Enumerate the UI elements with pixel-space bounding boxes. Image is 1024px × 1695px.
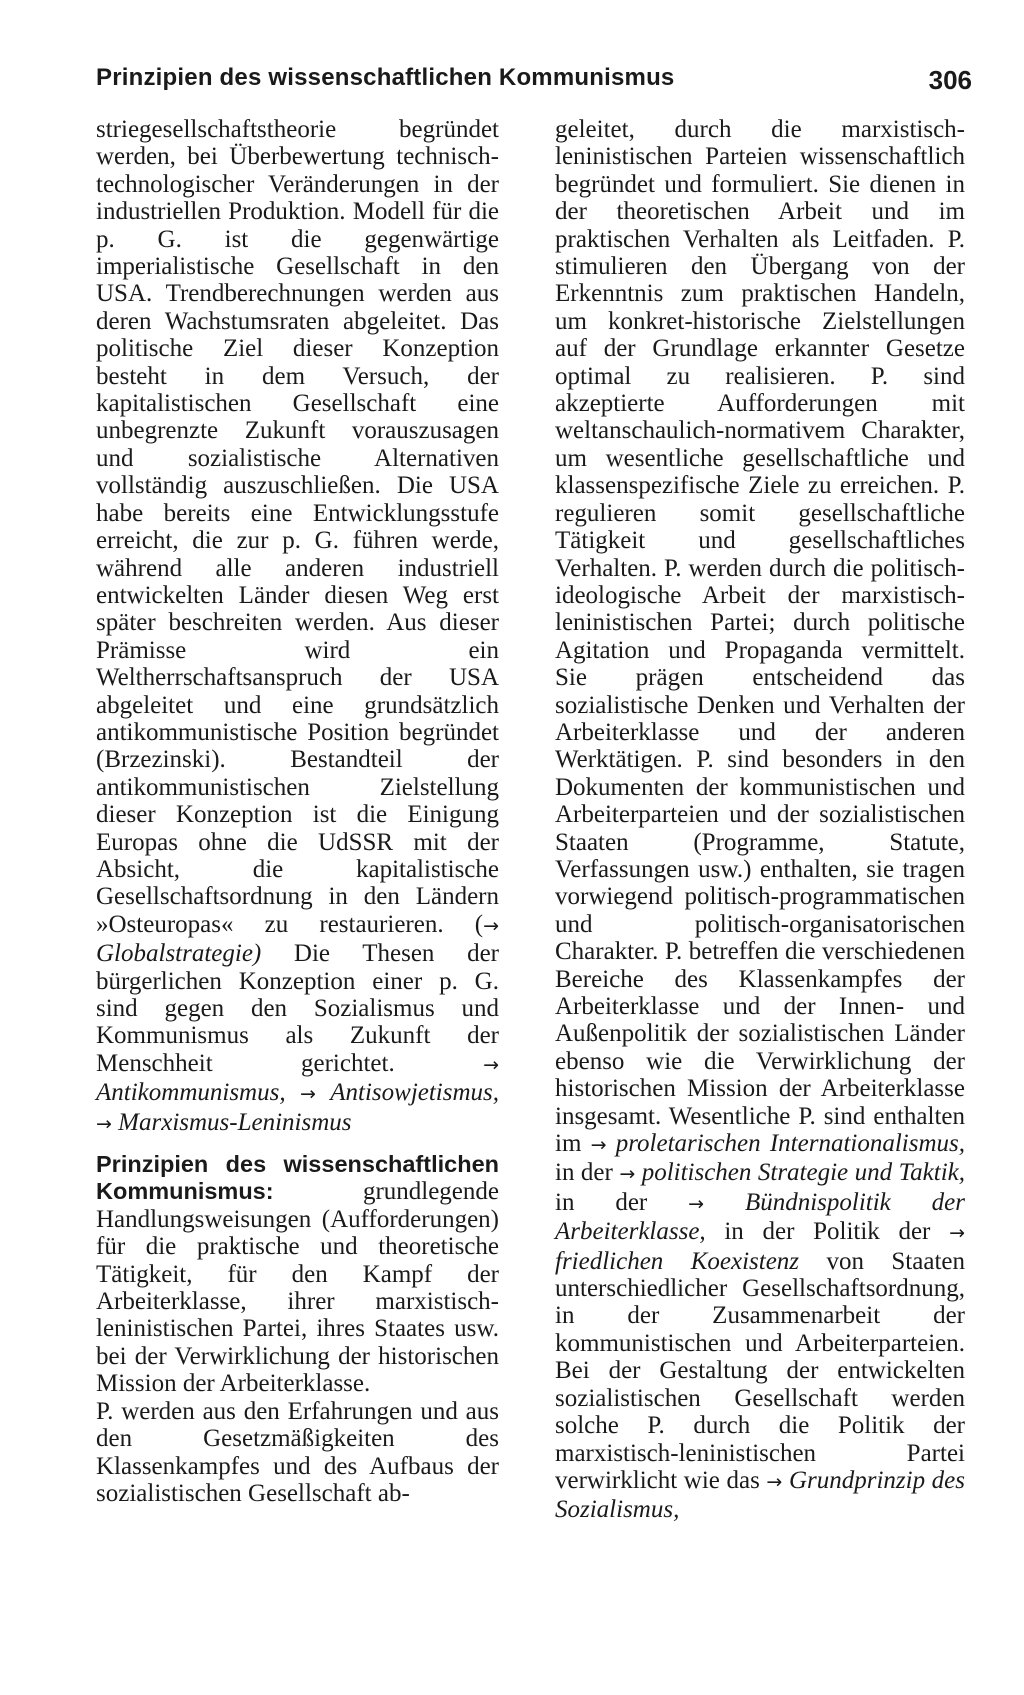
cross-reference-antikommunismus[interactable]: Antikommunismus, (96, 1079, 286, 1107)
right-column (555, 116, 965, 1524)
cross-reference-marxismus-leninismus[interactable]: Marxismus-Leninismus (118, 1108, 352, 1136)
cross-reference-arrow-icon: → (619, 1163, 636, 1186)
left-column (96, 116, 499, 1507)
cross-reference-arrow-icon: → (483, 1053, 499, 1076)
text-run: striegesellschaftstheorie begründet werden, bei Überbewertung technisch-technologischer Veränderungen in der industriellen Produktion. Modell für die p. G. ist die gegenwärtige imperialistische Gesellschaft in den USA. Trendberechnungen werden aus deren Wachstumsraten abgeleitet. Das politische Ziel dieser Konzeption besteht in dem Versuch, der kapitalistischen Gesellschaft eine unbegrenzte Zukunft vorauszusagen und sozialistische Alternativen vollständig auszuschließen. Die USA habe bereits eine Entwicklungsstufe erreicht, die zur p. G. führen werde, während alle anderen industriell entwickelten Länder diesen Weg erst später beschreiten werden. Aus dieser Prämisse wird ein Weltherrschaftsanspruch der USA abgeleitet und eine grundsätzlich antikommunistische Position begründet (Brzezinski). Bestandteil der antikommunistischen Zielstellung dieser Konzeption ist die Einigung Europas ohne die UdSSR mit der Absicht, die kapitalistische Gesellschaftsordnung in den Ländern »Osteuropas« zu restaurieren. ( (96, 116, 499, 938)
page-number: 306 (928, 65, 972, 95)
text-run: Die Thesen der bürgerlichen Konzeption einer p. G. sind gegen den Sozialismus und Kommunismus als Zukunft der Menschheit gerichtet. (96, 940, 499, 1077)
cross-reference-buendnispolitik[interactable]: Bündnispolitik der Arbeiterklasse, (555, 1188, 965, 1246)
cross-reference-arrow-icon: → (96, 1112, 112, 1135)
cross-reference-arrow-icon: → (688, 1192, 705, 1215)
entry-headword: Prinzipien des wissenschaftlichen Kommunismus: (96, 1151, 499, 1205)
cross-reference-arrow-icon: → (949, 1222, 965, 1245)
text-run: in der (555, 1159, 620, 1187)
entry-paragraph: P. werden aus den Erfahrungen und aus den Gesetzmäßigkeiten des Klassenkampfes und des Aufbaus der sozialistischen Gesellschaft ab- (96, 1397, 499, 1507)
cross-reference-arrow-icon: → (590, 1134, 607, 1157)
entry-definition-paragraph (96, 1151, 499, 1398)
cross-reference-globalstrategie[interactable]: Globalstrategie) (96, 940, 262, 968)
text-run: in der (555, 1188, 689, 1216)
entry-paragraph (555, 116, 965, 1524)
cross-reference-arrow-icon: → (766, 1470, 783, 1493)
entry-definition-text: grundlegende Handlungsweisungen (Aufforderungen) für die praktische und theoretische Tätigkeit, für den Kampf der Arbeiterklasse, ihrer marxistisch-leninistischen Partei, ihres Staates usw. bei der Verwirklichung der historischen Mission der Arbeiterklasse. (96, 1178, 499, 1398)
running-head (96, 62, 972, 102)
cross-reference-grundprinzip-sozialismus[interactable]: Grundprinzip des Sozialismus, (555, 1466, 965, 1524)
entry-continuation-paragraph (96, 116, 499, 1138)
cross-reference-friedliche-koexistenz[interactable]: friedlichen Koexistenz (555, 1247, 800, 1275)
running-title: Prinzipien des wissenschaftlichen Kommunismus (96, 64, 675, 91)
cross-reference-strategie-taktik[interactable]: politischen Strategie und Taktik, (641, 1159, 966, 1187)
text-run: in der Politik der (705, 1218, 950, 1246)
cross-reference-arrow-icon: → (299, 1083, 316, 1106)
cross-reference-proletarischer-internationalismus[interactable]: proletarischen Internationalismus, (615, 1130, 965, 1158)
text-run: geleitet, durch die marxistisch-leninistischen Parteien wissenschaftlich begründet und formuliert. Sie dienen in der theoretischen Arbeit und im praktischen Verhalten als Leitfaden. P. stimulieren den Übergang von der Erkenntnis zum praktischen Handeln, um konkret-historische Zielstellungen auf der Grundlage erkannter Gesetze optimal zu realisieren. P. sind akzeptierte Aufforderungen mit weltanschaulich-normativem Charakter, um wesentliche gesellschaftliche und klassenspezifische Ziele zu erreichen. P. regulieren somit gesellschaftliche Tätigkeit und gesellschaftliches Verhalten. P. werden durch die politisch-ideologische Arbeit der marxistisch-leninistischen Partei; durch politische Agitation und Propaganda vermittelt. Sie prägen entscheidend das sozialistische Denken und Verhalten der Arbeiterklasse und der anderen Werktätigen. P. sind besonders in den Dokumenten der kommunistischen und Arbeiterparteien und der sozialistischen Staaten (Programme, Statute, Verfassungen usw.) enthalten, sie tragen vorwiegend politisch-programmatischen und politisch-organisatorischen Charakter. P. betreffen die verschiedenen Bereiche des Klassenkampfes der Arbeiterklasse und der Innen- und Außenpolitik der sozialistischen Länder ebenso wie die Verwirklichung der historischen Mission der Arbeiterklasse insgesamt. Wesentliche P. sind enthalten im (555, 116, 965, 1158)
cross-reference-arrow-icon: → (483, 914, 499, 937)
cross-reference-antisowjetismus[interactable]: Antisowjetismus, (330, 1079, 500, 1107)
text-run: von Staaten unterschiedlicher Gesellschaftsordnung, in der Zusammenarbeit der kommunistischen und Arbeiterparteien. Bei der Gestaltung der entwickelten sozialistischen Gesellschaft werden solche P. durch die Politik der marxistisch-leninistischen Partei verwirklicht wie das (555, 1247, 965, 1494)
